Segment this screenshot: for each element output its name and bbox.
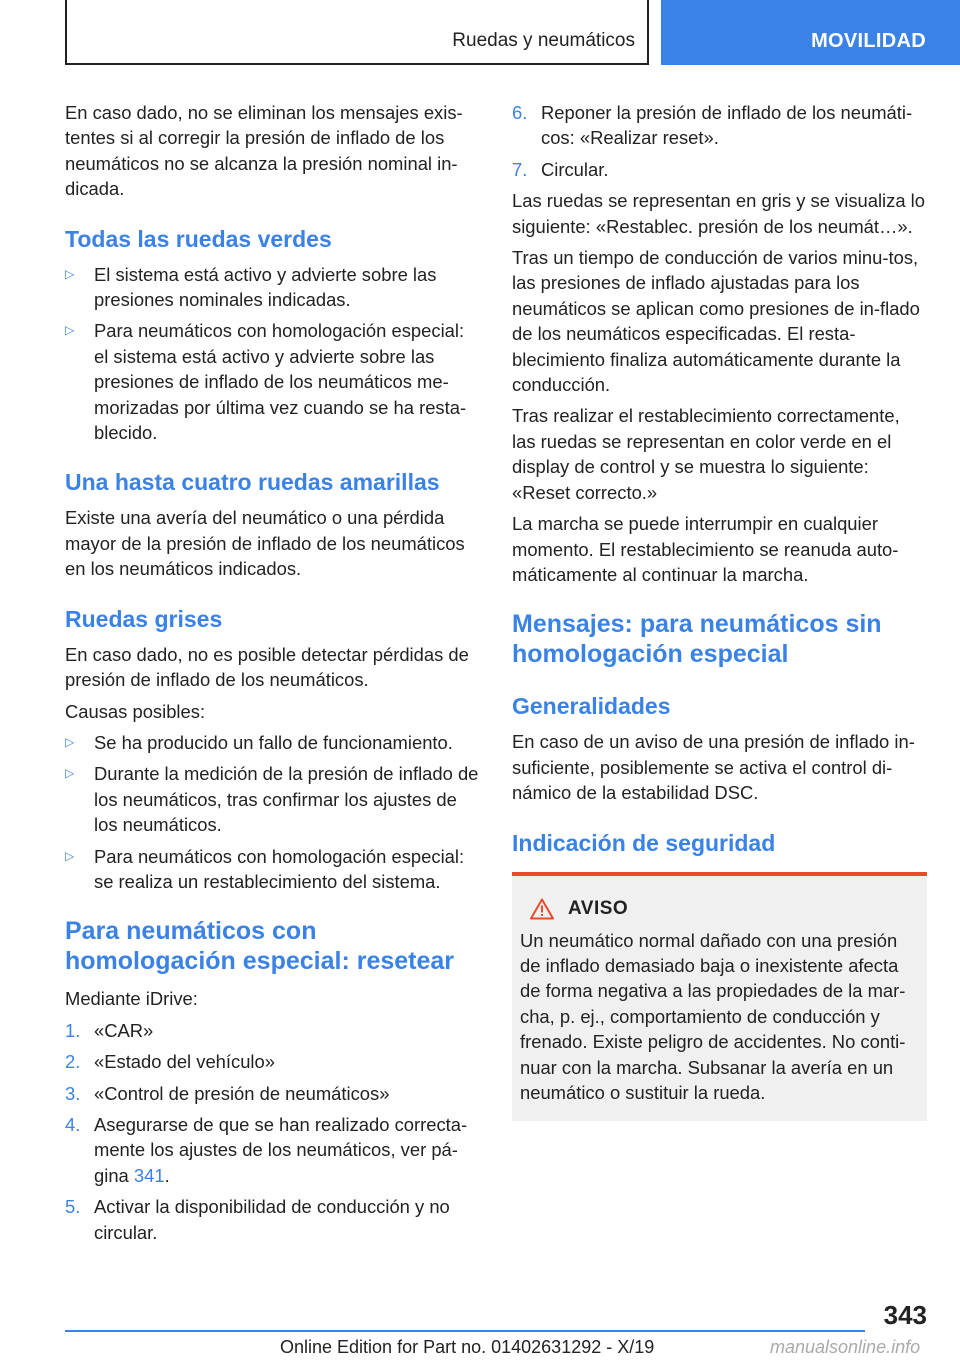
heading-general: Generalidades (512, 693, 671, 720)
intro-paragraph: En caso dado, no se eliminan los mensajes exis-tentes si al corregir la presión de inflado de los neumáticos no se alcanza la presión nominal in-dicada. (65, 102, 463, 200)
footer-text: Online Edition for Part no. 01402631292 - X/19 (280, 1337, 655, 1357)
header-chapter-tab[interactable] (661, 0, 960, 65)
left-column (65, 100, 480, 1251)
triangle-right-icon: ▷ (65, 766, 75, 781)
step-item: 5. Activar la disponibilidad de conducción y no circular. (65, 1196, 450, 1243)
step-item: 3. «Control de presión de neumáticos» (65, 1082, 390, 1104)
footer-watermark: manualsonline.info (770, 1337, 921, 1357)
right-column (512, 100, 927, 1121)
page-number: 343 (883, 1300, 927, 1330)
list-item: ▷ Para neumáticos con homologación especial: el sistema está activo y advierte sobre las presiones de inflado de los neumáticos me-morizadas por última vez cuando se ha resta-blecido. (65, 320, 467, 444)
reset-steps-continued (512, 100, 927, 182)
warning-box (512, 872, 927, 1122)
triangle-right-icon: ▷ (65, 848, 75, 863)
list-item: ▷ Para neumáticos con homologación especial: se realiza un restablecimiento del sistema. (65, 845, 465, 892)
paragraph: Las ruedas se representan en gris y se visualiza lo siguiente: «Restablec. presión de los neumát…». (512, 190, 925, 237)
list-item: ▷ Durante la medición de la presión de inflado de los neumáticos, tras confirmar los ajustes de los neumáticos. (65, 763, 479, 836)
heading-safety: Indicación de seguridad (512, 829, 776, 856)
step-item: 4. Asegurarse de que se han realizado correcta-mente los ajustes de los neumáticos, ver pá-gina 341. (65, 1113, 468, 1186)
header-chapter-label: MOVILIDAD (811, 30, 926, 52)
triangle-right-icon: ▷ (65, 734, 75, 749)
warning-triangle-icon (530, 898, 554, 920)
heading-grey: Ruedas grises (65, 605, 223, 632)
step-item: 6. Reponer la presión de inflado de los neumáti-cos: «Realizar reset». (512, 102, 913, 149)
footer-divider (65, 1330, 865, 1332)
paragraph: Tras un tiempo de conducción de varios minu-tos, las presiones de inflado ajustadas para los neumáticos se aplican como presiones de in-flado de los neumáticos especificadas. El resta-blecimiento finaliza automáticamente durante la conducción. (512, 247, 920, 396)
warning-header (520, 898, 919, 920)
triangle-right-icon: ▷ (65, 266, 75, 281)
list-item: ▷ El sistema está activo y advierte sobre las presiones nominales indicadas. (65, 263, 437, 311)
heading-yellow: Una hasta cuatro ruedas amarillas (65, 469, 440, 496)
header-section-title: Ruedas y neumáticos (452, 30, 635, 51)
page-link[interactable]: 341 (133, 1164, 165, 1186)
heading-reset: Para neumáticos con homologación especial: resetear (65, 917, 455, 976)
grey-paragraph: En caso dado, no es posible detectar pérdidas de presión de inflado de los neumáticos. (65, 643, 469, 691)
warning-title: AVISO (568, 897, 629, 919)
heading-green: Todas las ruedas verdes (65, 225, 332, 252)
causes-label: Causas posibles: (65, 700, 206, 722)
idrive-label: Mediante iDrive: (65, 988, 198, 1010)
header-section-box (65, 0, 649, 65)
warning-text: Un neumático normal dañado con una presión de inflado demasiado baja o inexistente afecta de forma negativa a las propiedades de la mar-cha, p. ej., comportamiento de conducción y frenado. Existe peligro de accidentes. No conti-nuar con la marcha. Subsanar la avería en un neumático o sustituir la rueda. (520, 929, 906, 1103)
list-item: ▷ Se ha producido un fallo de funcionamiento. (65, 730, 480, 755)
reset-steps (65, 1018, 480, 1245)
yellow-paragraph: Existe una avería del neumático o una pérdida mayor de la presión de inflado de los neumáticos en los neumáticos indicados. (65, 507, 465, 580)
general-paragraph: En caso de un aviso de una presión de inflado in-suficiente, posiblemente se activa el control di-námico de la estabilidad DSC. (512, 731, 915, 804)
step-item: 2. «Estado del vehículo» (65, 1051, 275, 1073)
heading-messages: Mensajes: para neumáticos sin homologación especial (512, 610, 882, 669)
step-item: 7. Circular. (512, 158, 609, 180)
step-item: 1. «CAR» (65, 1019, 154, 1041)
green-list (65, 262, 480, 446)
paragraph: Tras realizar el restablecimiento correctamente, las ruedas se representan en color verde en el display de control y se muestra lo siguiente: «Reset correcto.» (512, 405, 900, 503)
triangle-right-icon: ▷ (65, 323, 75, 338)
grey-list (65, 730, 480, 894)
paragraph: La marcha se puede interrumpir en cualquier momento. El restablecimiento se reanuda auto-máticamente al continuar la marcha. (512, 513, 899, 585)
